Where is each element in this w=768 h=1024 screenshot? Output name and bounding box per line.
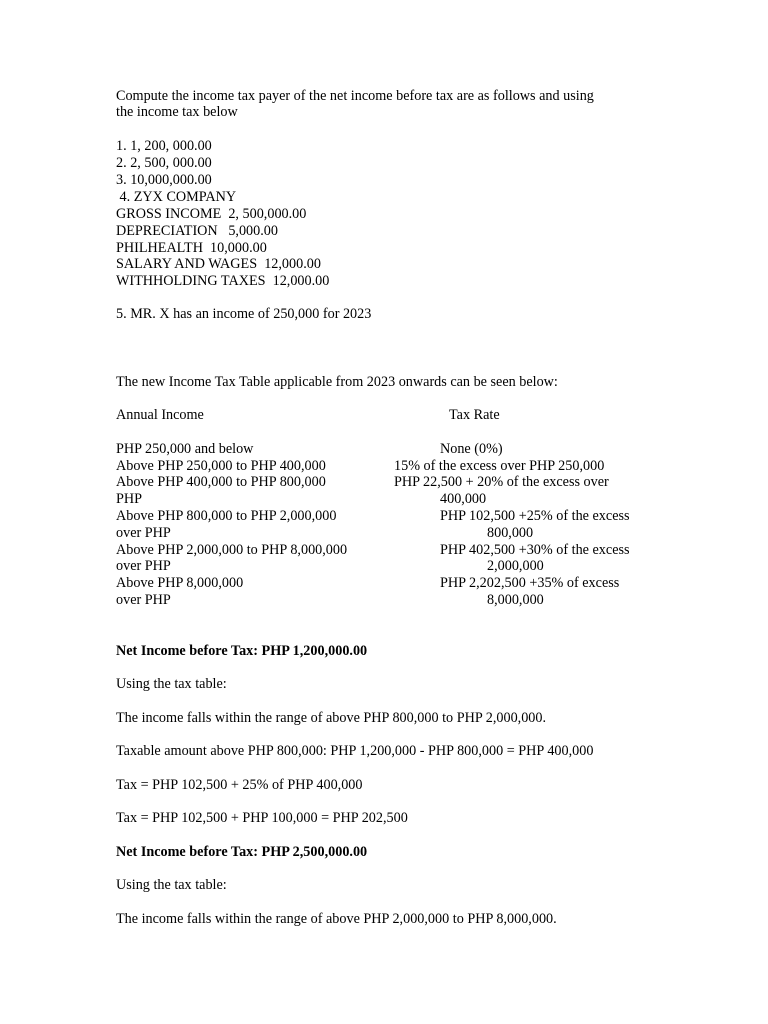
row-3-income: Above PHP 400,000 to PHP 800,000 [116, 474, 326, 490]
row-3-rate-cont: 400,000 [440, 491, 487, 507]
row-1-rate: None (0%) [440, 441, 503, 457]
header-annual-income: Annual Income [116, 407, 204, 423]
gross-income: GROSS INCOME 2, 500,000.00 [116, 206, 307, 222]
row-3-rate: PHP 22,500 + 20% of the excess over [394, 474, 609, 490]
intro-line-1: Compute the income tax payer of the net income before tax are as follows and using [116, 88, 594, 104]
salary-and-wages: SALARY AND WAGES 12,000.00 [116, 256, 321, 272]
problem-1: 1. 1, 200, 000.00 [116, 138, 212, 154]
row-3-income-cont: PHP [116, 491, 143, 507]
header-tax-rate: Tax Rate [449, 407, 500, 423]
solution-1-tax-formula: Tax = PHP 102,500 + 25% of PHP 400,000 [116, 777, 363, 793]
row-6-income: Above PHP 8,000,000 [116, 575, 244, 591]
row-1-income: PHP 250,000 and below [116, 441, 254, 457]
row-4-rate: PHP 102,500 +25% of the excess [440, 508, 630, 524]
table-intro: The new Income Tax Table applicable from 2023 onwards can be seen below: [116, 374, 558, 390]
row-5-rate-cont: 2,000,000 [487, 558, 544, 574]
problem-2: 2. 2, 500, 000.00 [116, 155, 212, 171]
row-5-income: Above PHP 2,000,000 to PHP 8,000,000 [116, 542, 348, 558]
solution-2-range: The income falls within the range of above PHP 2,000,000 to PHP 8,000,000. [116, 911, 557, 927]
row-2-rate: 15% of the excess over PHP 250,000 [394, 458, 605, 474]
row-2-income: Above PHP 250,000 to PHP 400,000 [116, 458, 326, 474]
row-4-rate-cont: 800,000 [487, 525, 534, 541]
solution-1-tax-result: Tax = PHP 102,500 + PHP 100,000 = PHP 202,500 [116, 810, 408, 826]
row-5-income-cont: over PHP [116, 558, 171, 574]
solution-1-using: Using the tax table: [116, 676, 227, 692]
philhealth: PHILHEALTH 10,000.00 [116, 240, 267, 256]
problem-4: 4. ZYX COMPANY [116, 189, 237, 205]
solution-2-heading: Net Income before Tax: PHP 2,500,000.00 [116, 844, 368, 860]
solution-1-range: The income falls within the range of above PHP 800,000 to PHP 2,000,000. [116, 710, 547, 726]
withholding-taxes: WITHHOLDING TAXES 12,000.00 [116, 273, 330, 289]
depreciation: DEPRECIATION 5,000.00 [116, 223, 278, 239]
row-4-income-cont: over PHP [116, 525, 171, 541]
solution-2-using: Using the tax table: [116, 877, 227, 893]
row-6-rate: PHP 2,202,500 +35% of excess [440, 575, 620, 591]
row-6-rate-cont: 8,000,000 [487, 592, 544, 608]
problem-5: 5. MR. X has an income of 250,000 for 2023 [116, 306, 372, 322]
solution-1-taxable: Taxable amount above PHP 800,000: PHP 1,200,000 - PHP 800,000 = PHP 400,000 [116, 743, 594, 759]
problem-3: 3. 10,000,000.00 [116, 172, 212, 188]
row-5-rate: PHP 402,500 +30% of the excess [440, 542, 630, 558]
row-4-income: Above PHP 800,000 to PHP 2,000,000 [116, 508, 337, 524]
row-6-income-cont: over PHP [116, 592, 171, 608]
intro-line-2: the income tax below [116, 104, 238, 120]
solution-1-heading: Net Income before Tax: PHP 1,200,000.00 [116, 643, 368, 659]
